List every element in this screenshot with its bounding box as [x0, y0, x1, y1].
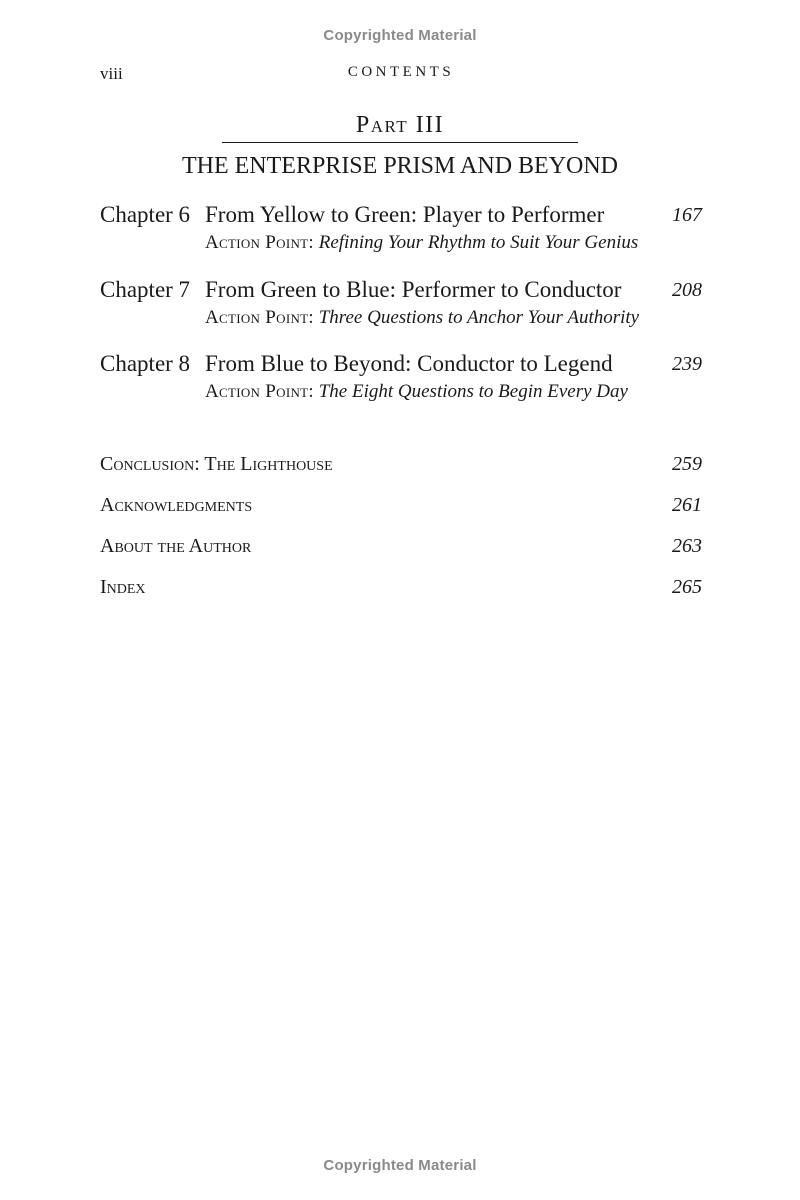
- toc-chapter-6[interactable]: [100, 202, 702, 258]
- toc-entry-label: Acknowledgments: [100, 494, 253, 516]
- chapter-title: From Green to Blue: Performer to Conductor: [205, 277, 622, 302]
- copyright-watermark-bottom: Copyrighted Material: [323, 1157, 477, 1174]
- chapter-number: Chapter 7: [100, 277, 191, 302]
- toc-entry-page-number: 265: [672, 576, 702, 598]
- chapter-page-number: 208: [672, 279, 702, 301]
- chapter-title: From Yellow to Green: Player to Performer: [205, 202, 605, 227]
- action-point-text: The Eight Questions to Begin Every Day: [318, 381, 628, 402]
- toc-entry-label: Conclusion: The Lighthouse: [100, 453, 333, 475]
- toc-entry-label: Index: [100, 576, 146, 598]
- toc-entry-acknowledgments[interactable]: [100, 494, 702, 524]
- part-label: Part III: [355, 112, 445, 138]
- copyright-watermark-top: Copyrighted Material: [323, 27, 477, 44]
- chapter-page-number: 167: [672, 204, 702, 226]
- toc-chapter-7[interactable]: [100, 277, 702, 333]
- action-point: [205, 232, 702, 258]
- chapter-number: Chapter 8: [100, 351, 191, 376]
- toc-entry-index[interactable]: [100, 576, 702, 606]
- toc-entry-about-the-author[interactable]: [100, 535, 702, 565]
- action-point-label: Action Point:: [205, 381, 314, 402]
- part-divider: [222, 142, 578, 143]
- page-number: viii: [100, 64, 123, 83]
- toc-entry-page-number: 261: [672, 494, 702, 516]
- running-title: CONTENTS: [347, 64, 455, 80]
- part-title: THE ENTERPRISE PRISM AND BEYOND: [181, 153, 619, 179]
- chapter-number: Chapter 6: [100, 202, 191, 227]
- toc-entry-label: About the Author: [100, 535, 252, 557]
- action-point: [205, 381, 702, 407]
- toc-entry-page-number: 259: [672, 453, 702, 475]
- chapter-page-number: 239: [672, 353, 702, 375]
- action-point: [205, 307, 702, 333]
- toc-entry-page-number: 263: [672, 535, 702, 557]
- action-point-text: Refining Your Rhythm to Suit Your Genius: [318, 232, 639, 253]
- chapter-title: From Blue to Beyond: Conductor to Legend: [205, 351, 613, 376]
- action-point-label: Action Point:: [205, 232, 314, 253]
- action-point-label: Action Point:: [205, 307, 314, 328]
- toc-chapter-8[interactable]: [100, 351, 702, 407]
- action-point-text: Three Questions to Anchor Your Authority: [318, 307, 640, 328]
- toc-entry-conclusion[interactable]: [100, 453, 702, 483]
- running-head: [100, 64, 702, 86]
